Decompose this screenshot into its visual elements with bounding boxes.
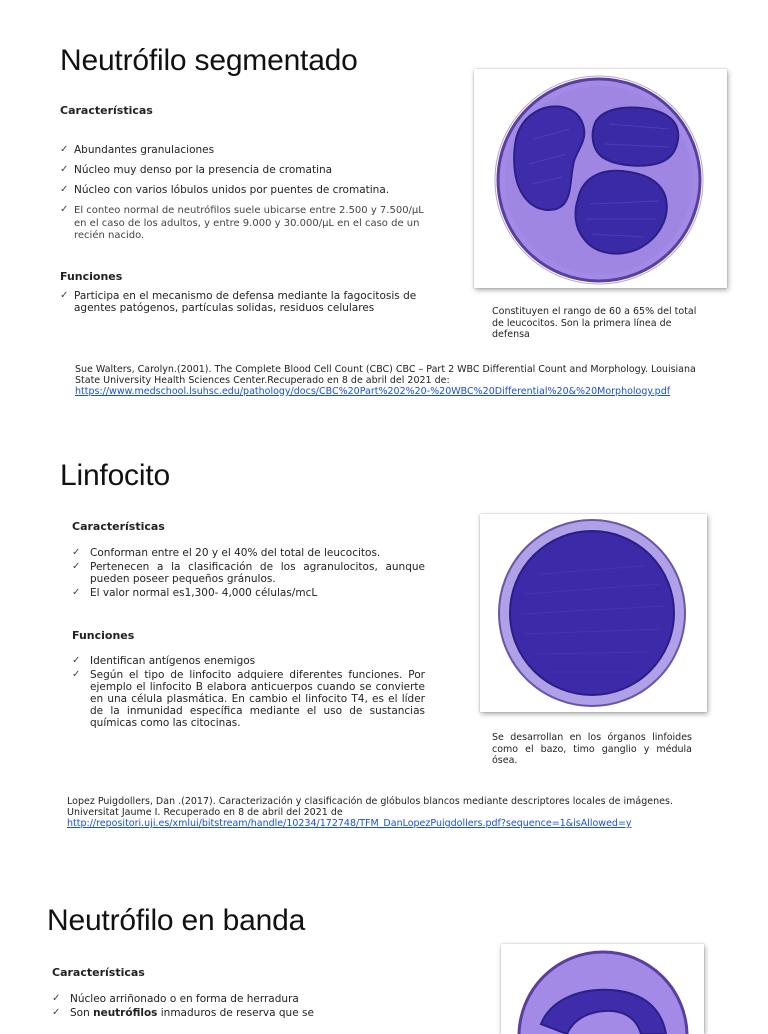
section1-characteristics-list: [60, 144, 425, 250]
section1-characteristics-heading: Características: [60, 104, 153, 117]
segmented-neutrophil-image: [474, 69, 727, 288]
list-item: ✓ Pertenecen a la clasificación de los agranulocitos, aunque pueden poseer pequeños gránulos.: [72, 561, 425, 585]
checkmark-icon: ✓: [60, 144, 69, 155]
section1-functions-heading: Funciones: [60, 270, 123, 283]
section2-title: Linfocito: [60, 459, 170, 492]
list-item: ✓ Identifican antígenos enemigos: [72, 655, 256, 667]
checkmark-icon: ✓: [60, 204, 69, 215]
checkmark-icon: ✓: [72, 561, 81, 572]
checkmark-icon: ✓: [72, 655, 81, 666]
checkmark-icon: ✓: [60, 290, 69, 301]
list-item: ✓ Conforman entre el 20 y el 40% del total de leucocitos.: [72, 547, 381, 559]
list-item: ✓ Núcleo con varios lóbulos unidos por puentes de cromatina.: [60, 184, 390, 196]
checkmark-icon: ✓: [60, 164, 69, 175]
reference-link[interactable]: https://www.medschool.lsuhsc.edu/pathology/docs/CBC%20Part%202%20-%20WBC%20Differential%20&%20Morphology.pdf: [75, 386, 671, 397]
reference-text: Lopez Puigdollers, Dan .(2017). Caracterización y clasificación de glóbulos blancos mediante descriptores locales de imágenes. Universitat Jaume I. Recuperado en 8 de abril del 2021 de: [67, 796, 673, 818]
checkmark-icon: ✓: [60, 184, 69, 195]
list-item: ✓ Núcleo arriñonado o en forma de herradura: [52, 993, 299, 1005]
list-item: ✓ El conteo normal de neutrófilos suele ubicarse entre 2.500 y 7.500/µL en el caso de los adultos, y entre 9.000 y 30.000/µL en el caso de un recién nacido.: [60, 204, 424, 241]
list-item: ✓ Son neutrófilos inmaduros de reserva que se: [52, 1007, 314, 1019]
checkmark-icon: ✓: [72, 669, 81, 680]
section2-characteristics-list: [72, 547, 425, 601]
section2-caption: Se desarrollan en los órganos linfoides como el bazo, timo ganglio y médula ósea.: [492, 732, 692, 766]
checkmark-icon: ✓: [52, 993, 61, 1004]
section2-reference: [67, 796, 707, 829]
list-item: ✓ El valor normal es1,300- 4,000 células/mcL: [72, 587, 318, 599]
section3-characteristics-heading: Características: [52, 966, 145, 979]
lymphocyte-image: [480, 514, 707, 712]
section1-functions-list: [60, 290, 445, 322]
segmented-neutrophil-drawing: [474, 69, 727, 288]
list-item: ✓ Participa en el mecanismo de defensa mediante la fagocitosis de agentes patógenos, partículas solidas, residuos celulares: [60, 290, 417, 314]
band-neutrophil-drawing: [501, 944, 704, 1034]
section2-functions-heading: Funciones: [72, 629, 135, 642]
checkmark-icon: ✓: [72, 547, 81, 558]
list-item: ✓ Abundantes granulaciones: [60, 144, 215, 156]
section3-characteristics-list: [52, 993, 372, 1021]
checkmark-icon: ✓: [52, 1007, 61, 1018]
band-neutrophil-image: [501, 944, 704, 1034]
section3-title: Neutrófilo en banda: [47, 904, 306, 937]
section1-title: Neutrófilo segmentado: [60, 44, 358, 77]
section1-caption: Constituyen el rango de 60 a 65% del total de leucocitos. Son la primera línea de defensa: [492, 306, 697, 340]
checkmark-icon: ✓: [72, 587, 81, 598]
list-item: ✓ Núcleo muy denso por la presencia de cromatina: [60, 164, 333, 176]
section2-functions-list: [72, 655, 425, 731]
lymphocyte-drawing: [480, 514, 707, 712]
reference-link[interactable]: http://repositori.uji.es/xmlui/bitstream/handle/10234/172748/TFM_DanLopezPuigdollers.pdf?sequence=1&isAllowed=y: [67, 818, 632, 829]
section1-reference: [75, 364, 715, 397]
reference-text: Sue Walters, Carolyn.(2001). The Complete Blood Cell Count (CBC) CBC – Part 2 WBC Differential Count and Morphology. Louisiana State University Health Sciences Center.Recuperado en 8 de abril del 2021 de:: [75, 364, 696, 386]
section2-characteristics-heading: Características: [72, 520, 165, 533]
list-item: ✓ Según el tipo de linfocito adquiere diferentes funciones. Por ejemplo el linfocito B elabora anticuerpos cuando se convierte en una célula plasmática. En cambio el linfocito T4, es el líder de la inmunidad específica mediante el uso de sustancias químicas como las citocinas.: [72, 669, 425, 729]
